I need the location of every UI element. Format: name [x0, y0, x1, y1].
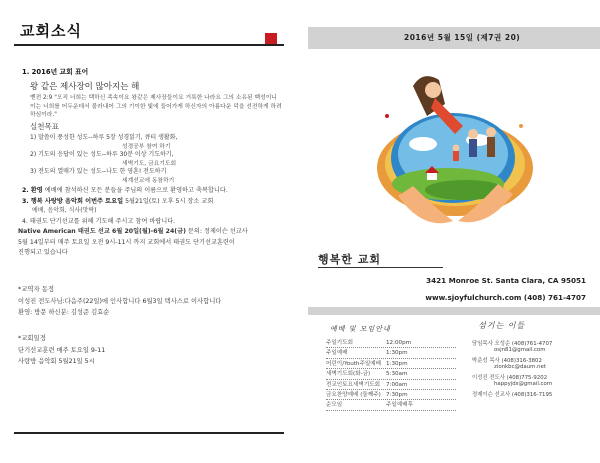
- worship-row: 주일기도회 12:00pm: [326, 338, 456, 348]
- staff-heading: 섬기는 이들: [478, 321, 526, 330]
- staff-news-line1: 이성진 전도사님:다음주(22일)에 인사합니다 6월3일 텍사스로 이사합니다: [18, 297, 222, 305]
- church-address: 3421 Monroe St. Santa Clara, CA 95051: [426, 276, 586, 285]
- item2: [22, 187, 287, 196]
- item3-text: 5월21일(토) 오후 5시 장소 교회: [125, 198, 214, 206]
- worship-table: [326, 338, 456, 411]
- church-motto: 왕 같은 제사장이 많아지는 해: [30, 81, 140, 92]
- item2-text: 예배에 참석하신 모든 분들을 주님의 이름으로 환영하고 축복합니다.: [44, 187, 228, 195]
- left-page: [0, 0, 292, 463]
- staff-item: 박준성 목사 (408)316-3802 zionkbc@daum.net: [472, 358, 546, 370]
- staff-news: [18, 284, 221, 318]
- staff-item: 정제이슨 선교사 (408)316-7195: [472, 392, 553, 398]
- native-mission: [18, 227, 288, 259]
- staff-news-line2: 환영: 방문 하신분: 김성준 김효순: [18, 308, 110, 316]
- staff-item: 담임목사 오성순 (408)761-4707 osjn81@gmail.com: [472, 341, 553, 353]
- bulletin-date: 2016년 5월 15일 (제7권 20): [404, 33, 521, 42]
- worship-row: 전교인토요새벽기도회 7:00am: [326, 380, 456, 390]
- announcements: [22, 68, 287, 227]
- item4: 4. 태권도 단기선교를 위해 기도해 주시고 참여 바랍니다.: [22, 218, 176, 226]
- church-name-underline: [318, 267, 443, 268]
- worship-row: 주일예배 1:30pm: [326, 348, 456, 358]
- goal-2: 2) 기도의 응답이 있는 성도--하루 30분 이상 기도하기,: [30, 151, 174, 159]
- staff-news-heading: *교역자 동정: [18, 285, 55, 293]
- staff-list: [472, 339, 592, 401]
- item1-heading: 1. 2016년 교회 표어: [22, 68, 89, 76]
- goal-1: 1) 말씀이 풍성한 성도--하루 5장 성경읽기, 큐티 생활화,: [30, 134, 178, 142]
- goal-2-sub: 새벽기도, 금요기도회: [122, 160, 177, 167]
- schedule-heading: *교회일정: [18, 334, 46, 342]
- worship-heading: 예배 및 모임안내: [330, 325, 391, 333]
- right-page: [308, 0, 600, 463]
- church-website-phone: www.sjoyfulchurch.com (408) 761-4707: [425, 293, 586, 302]
- church-schedule: [18, 333, 105, 367]
- item3-sub: 예배, 음악회, 식사(맛락): [32, 207, 97, 215]
- goal-1-sub: 성경공부 참여 하기: [122, 143, 171, 150]
- bible-verse: 벧전 2:9 "오직 너희는 택하신 족속이요 왕같은 제사장들이요 거룩한 나라요 그의 소유된 백성이니 이는 너희를 어두운데서 불러내어 그의 기이한 빛에 들어가게 하신자의 아름다운 덕을 선전하게 하려 하심이라.": [30, 95, 282, 118]
- divider-bar: [308, 307, 600, 315]
- family-illustration-icon: [353, 56, 553, 236]
- news-title: 교회소식: [20, 22, 82, 40]
- goal-3: 3) 전도의 열매가 있는 성도--나도 한 영혼! 전도하기: [30, 168, 167, 176]
- goal-heading: 실천목표: [30, 122, 59, 132]
- item3-label: 3. 행복 사랑방 음악회 이번주 토요일: [22, 198, 124, 206]
- worship-row: 금요찬양예배 (둘째주) 7:30pm: [326, 390, 456, 400]
- native-contact: 문의: 정제이슨 선교사: [185, 228, 248, 235]
- native-line2: 5월 14일부터 매주 토요일 오전 9시-11시 까지 교회에서 태권도 단기선교훈련이: [18, 238, 235, 246]
- bottom-divider: [14, 432, 284, 434]
- worship-row: 순모임 주일예배후: [326, 400, 456, 410]
- native-bold: Native American 태권도 선교 6월 20일(월)-6월 24(금): [18, 228, 186, 235]
- top-divider: [14, 44, 284, 46]
- goal-3-sub: 세계선교에 동참하기: [122, 178, 175, 185]
- church-name: 행복한 교회: [318, 253, 381, 266]
- worship-row: 새벽기도회(화-금) 5:30am: [326, 369, 456, 379]
- native-line3: 진행되고 있습니다: [18, 249, 68, 257]
- staff-item: 이성진 전도사 (408)775-9202 happyjds@gmail.com: [472, 375, 553, 387]
- schedule-line2: 사랑방 음악회 5월21일 5시: [18, 357, 95, 365]
- schedule-line1: 단기선교훈련 매주 토요일 9-11: [18, 346, 106, 354]
- worship-row: 어린이/Youth주일예배 1:30pm: [326, 359, 456, 369]
- item2-label: 2. 환영: [22, 187, 43, 195]
